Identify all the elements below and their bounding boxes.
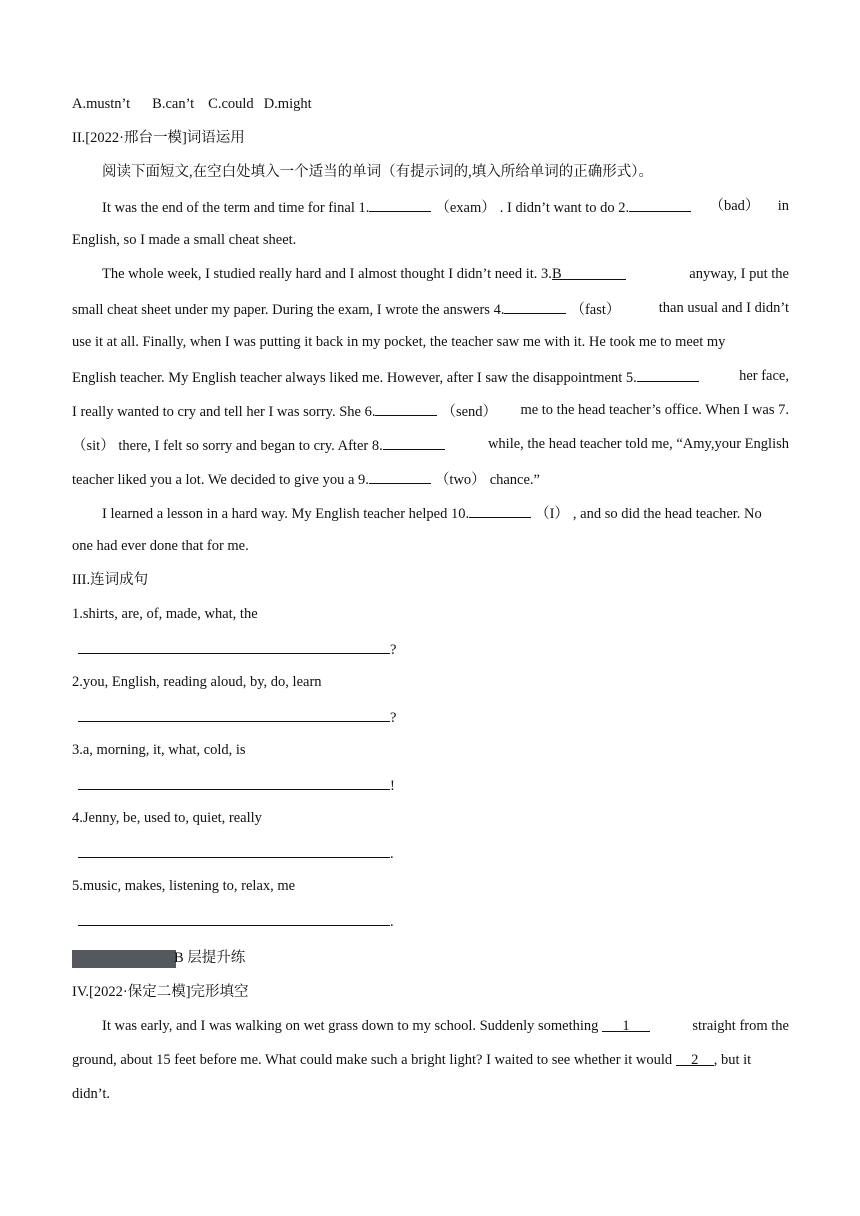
sentence-prompt-1: 1.shirts, are, of, made, what, the — [72, 606, 258, 622]
level-b-heading — [72, 946, 789, 980]
passage-line: The whole week, I studied really hard and I almost thought I didn’t need it. 3.B anyway, I put the — [72, 262, 789, 296]
cloze-blank-2[interactable]: 2 — [676, 1048, 714, 1066]
answer-line-3: ! — [72, 772, 789, 806]
passage-line: It was early, and I was walking on wet grass down to my school. Suddenly something 1 straight from the — [72, 1014, 789, 1048]
sentence-prompt-2: 2.you, English, reading aloud, by, do, learn — [72, 674, 322, 690]
section-3-heading: III.连词成句 — [72, 572, 149, 588]
blank-1[interactable] — [369, 194, 431, 212]
blank-10[interactable] — [469, 500, 531, 518]
sentence-prompt-4: 4.Jenny, be, used to, quiet, really — [72, 810, 262, 826]
answer-line-5: . — [72, 908, 789, 942]
option-c: C.could — [208, 96, 254, 112]
passage-line: ground, about 15 feet before me. What could make such a bright light? I waited to see whether it would 2 , but it — [72, 1048, 789, 1082]
section-2-instruction: 阅读下面短文,在空白处填入一个适当的单词（有提示词的,填入所给单词的正确形式）。 — [102, 164, 653, 180]
section-2-heading: II.[2022·邢台一模]词语运用 — [72, 130, 245, 146]
passage-line: small cheat sheet under my paper. During the exam, I wrote the answers 4. （fast） than usual and I didn’t — [72, 296, 789, 330]
passage-line: didn’t. — [72, 1086, 110, 1102]
passage-line: English, so I made a small cheat sheet. — [72, 232, 297, 248]
level-b-label: B 层提升练 — [174, 950, 246, 966]
answer-blank-1[interactable] — [78, 636, 390, 654]
passage-line: teacher liked you a lot. We decided to give you a 9. （two） chance.” — [72, 466, 789, 500]
passage-line: It was the end of the term and time for final 1. （exam） . I didn’t want to do 2. （bad） in — [72, 194, 789, 228]
passage-line: English teacher. My English teacher always liked me. However, after I saw the disappointment 5. her face, — [72, 364, 789, 398]
passage-line: use it at all. Finally, when I was putting it back in my pocket, the teacher saw me with it. He took me to meet my — [72, 334, 726, 350]
blank-8[interactable] — [383, 432, 445, 450]
section-4-heading: IV.[2022·保定二模]完形填空 — [72, 984, 249, 1000]
passage-line: I learned a lesson in a hard way. My English teacher helped 10. （I） , and so did the head teacher. No — [72, 500, 789, 534]
passage-line: （sit） there, I felt so sorry and began to cry. After 8. while, the head teacher told me, “Amy,your English — [72, 432, 789, 466]
answer-blank-2[interactable] — [78, 704, 390, 722]
passage-line: one had ever done that for me. — [72, 538, 249, 554]
answer-blank-3[interactable] — [78, 772, 390, 790]
blank-9[interactable] — [369, 466, 431, 484]
answer-line-4: . — [72, 840, 789, 874]
sentence-prompt-3: 3.a, morning, it, what, cold, is — [72, 742, 246, 758]
level-b-banner — [72, 950, 176, 968]
answer-blank-5[interactable] — [78, 908, 390, 926]
blank-2[interactable] — [629, 194, 691, 212]
passage-line: I really wanted to cry and tell her I was sorry. She 6. （send） me to the head teacher’s office. When I was 7. — [72, 398, 789, 432]
blank-3[interactable]: B — [552, 262, 626, 280]
sentence-prompt-5: 5.music, makes, listening to, relax, me — [72, 878, 296, 894]
document-content — [72, 92, 789, 1116]
option-d: D.might — [263, 96, 312, 112]
answer-blank-4[interactable] — [78, 840, 390, 858]
answer-line-2: ? — [72, 704, 789, 738]
cloze-blank-1[interactable]: 1 — [602, 1014, 650, 1032]
blank-5[interactable] — [637, 364, 699, 382]
option-b: B.can’t — [152, 96, 195, 112]
options-row — [72, 92, 789, 126]
blank-6[interactable] — [375, 398, 437, 416]
answer-line-1: ? — [72, 636, 789, 670]
blank-4[interactable] — [504, 296, 566, 314]
option-a: A.mustn’t — [72, 96, 131, 112]
